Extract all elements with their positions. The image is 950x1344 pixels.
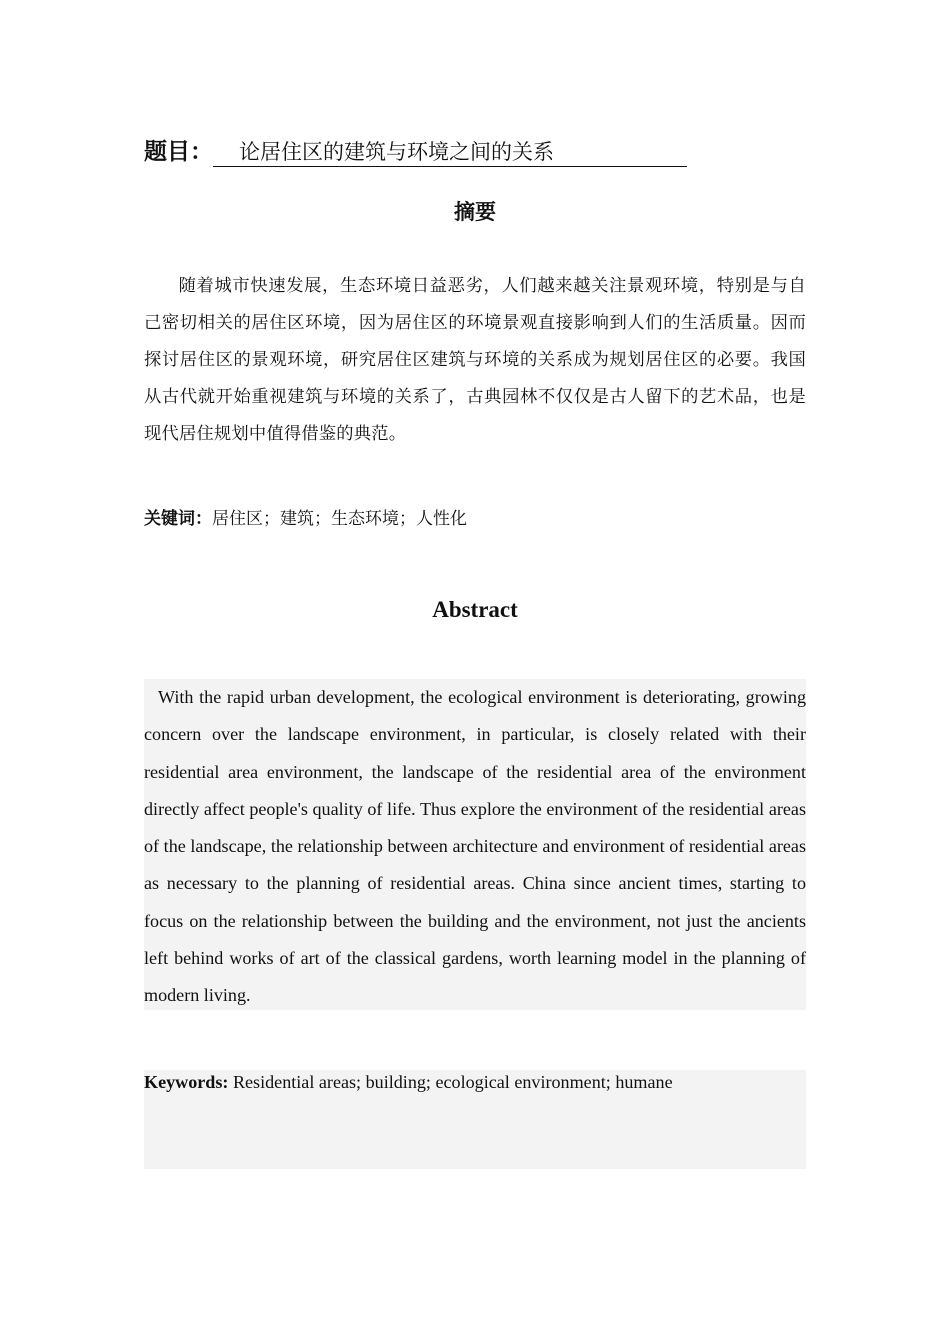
title-row [144, 133, 724, 167]
english-keywords-label: Keywords: [144, 1072, 229, 1092]
chinese-keywords-value: 居住区；建筑；生态环境；人性化 [212, 509, 467, 529]
title-label: 题目： [144, 139, 213, 165]
chinese-keywords-label: 关键词： [144, 509, 212, 529]
english-abstract-body: With the rapid urban development, the ecological environment is deteriorating, growing concern over the landscape environment, in particular, is closely related with their residential area environment, the landscape of the residential area of the environment directly affect people's quality of life. Thus explore the environment of the residential areas of the landscape, the relationship between architecture and environment of residential areas as necessary to the planning of residential areas. China since ancient times, starting to focus on the relationship between the building and the environment, not just the ancients left behind works of art of the classical gardens, worth learning model in the planning of modern living. [144, 679, 806, 1010]
chinese-abstract-heading: 摘要 [454, 200, 496, 224]
english-keywords-value: Residential areas; building; ecological environment; humane [228, 1072, 673, 1092]
thesis-title: 论居住区的建筑与环境之间的关系 [213, 138, 687, 167]
english-keywords [144, 1070, 806, 1169]
chinese-abstract-body: 随着城市快速发展，生态环境日益恶劣，人们越来越关注景观环境，特别是与自己密切相关的居住区环境，因为居住区的环境景观直接影响到人们的生活质量。因而探讨居住区的景观环境，研究居住区建筑与环境的关系成为规划居住区的必要。我国从古代就开始重视建筑与环境的关系了，古典园林不仅仅是古人留下的艺术品，也是现代居住规划中值得借鉴的典范。 [144, 276, 806, 444]
english-abstract-heading: Abstract [432, 597, 518, 622]
chinese-keywords [144, 505, 806, 533]
